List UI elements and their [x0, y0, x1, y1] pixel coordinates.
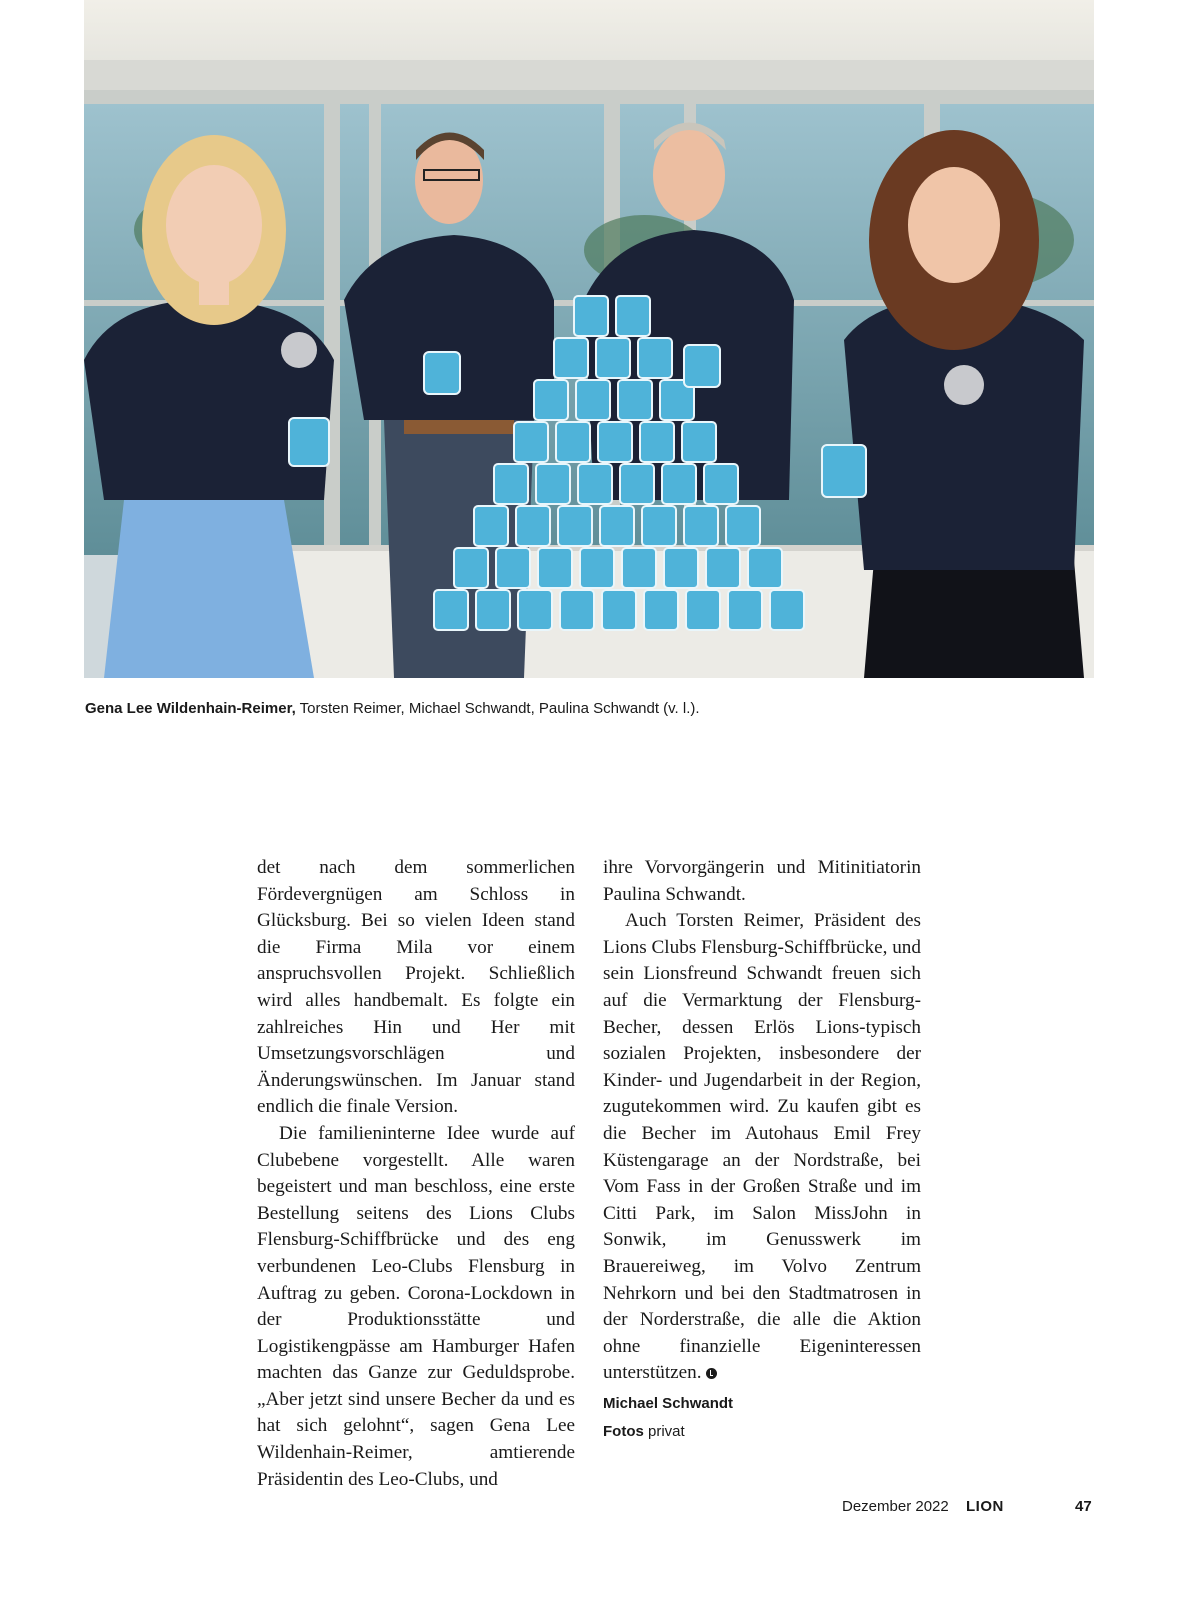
author-name: Michael Schwandt — [603, 1395, 734, 1412]
photo-caption — [85, 700, 1095, 717]
photo-credit-value: privat — [643, 1423, 685, 1440]
article-paragraph: Die familieninterne Idee wurde auf Clubebene vorgestellt. Alle waren begeistert und man beschloss, eine erste Bestellung seitens des Lions Clubs Flensburg-Schiffbrücke und des eng verbundenen Leo-Clubs Flensburg in Auftrag zu geben. Corona-Lockdown in der Produktionsstätte und Logistikengpässe am Hamburger Hafen machten das Ganze zur Geduldsprobe. „Aber jetzt sind unsere Becher da und es hat sich gelohnt“, sagen Gena Lee Wildenhain-Reimer, amtierende Präsidentin des Leo-Clubs, und — [257, 1122, 575, 1490]
article-paragraph: det nach dem sommerlichen Fördevergnügen am Schloss in Glücksburg. Bei so vielen Ideen stand die Firma Mila vor einem anspruchsvollen Projekt. Schließlich wird alles handbemalt. Es folgte ein zahlreiches Hin und Her mit Umsetzungsvorschlägen und Änderungswünschen. Im Januar stand endlich die finale Version. — [257, 857, 575, 1118]
article-photo — [84, 0, 1094, 678]
article-paragraph — [603, 908, 921, 1387]
footer-magazine-name: LION — [966, 1498, 1004, 1515]
lion-end-mark-icon — [706, 1368, 717, 1379]
footer-date: Dezember 2022 — [842, 1498, 949, 1515]
article-column-right — [603, 855, 921, 1387]
page-number: 47 — [1075, 1498, 1092, 1515]
article-column-left — [257, 855, 575, 1493]
article-credits — [603, 1390, 733, 1446]
photo-credit-label: Fotos — [603, 1423, 644, 1440]
article-paragraph: ihre Vorvorgängerin und Mitinitiatorin Paulina Schwandt. — [603, 857, 921, 905]
caption-bold-name: Gena Lee Wildenhain-Reimer, — [85, 700, 296, 717]
article-paragraph-text: Auch Torsten Reimer, Präsident des Lions Clubs Flensburg-Schiffbrücke, und sein Lionsfreund Schwandt freuen sich auf die Vermarktung der Flensburg-Becher, dessen Erlös Lions-typisch sozialen Projekten, insbesondere der Kinder- und Jugendarbeit in der Region, zugutekommen wird. Zu kaufen gibt es die Becher im Autohaus Emil Frey Küstengarage an der Nordstraße, bei Vom Fass in der Großen Straße und im Citti Park, im Salon MissJohn in Sonwik, im Genusswerk im Brauereiweg, im Volvo Zentrum Nehrkorn und bei den Stadtmatrosen in der Norderstraße, die alle die Aktion ohne finanzielle Eigeninteressen unterstützen. — [603, 910, 921, 1384]
caption-rest: Torsten Reimer, Michael Schwandt, Paulina Schwandt (v. l.). — [295, 700, 700, 717]
photo-credit — [603, 1418, 733, 1446]
